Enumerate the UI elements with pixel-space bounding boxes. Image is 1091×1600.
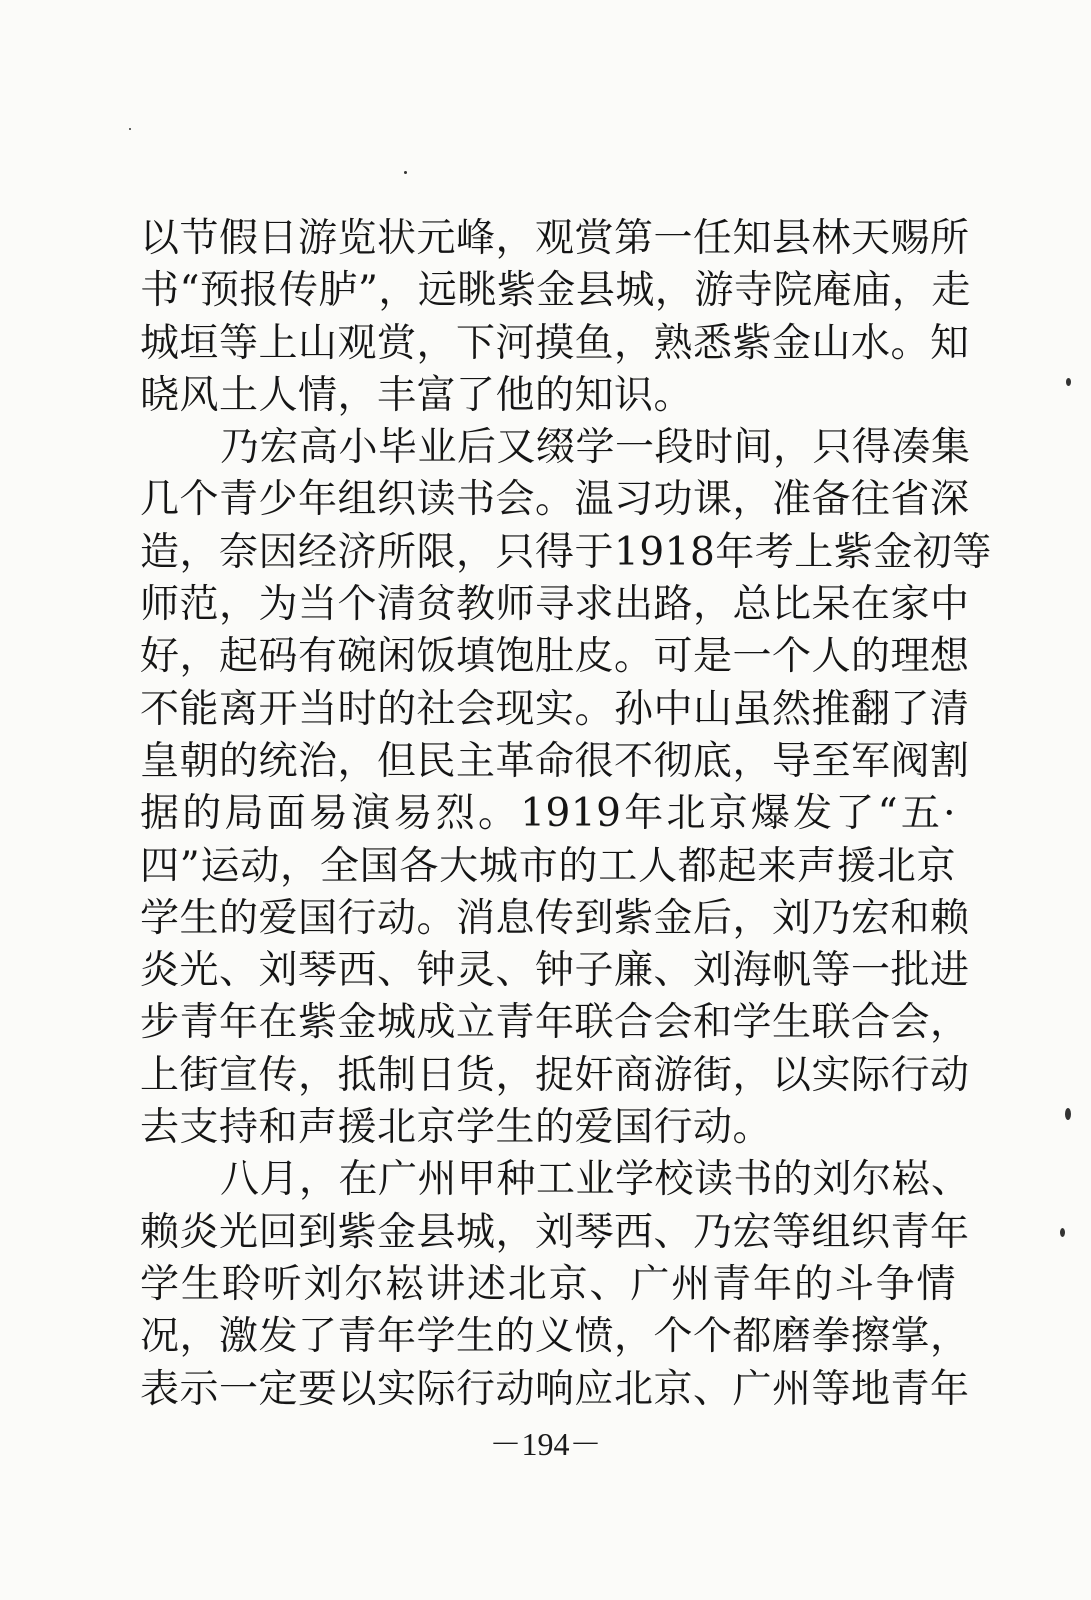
text-line: 书“预报传胪”，远眺紫金县城，游寺院庵庙，走: [140, 268, 971, 314]
paragraph-2: [140, 422, 992, 1154]
text-line: 上街宣传，抵制日货，捉奸商游街，以实际行动: [140, 1052, 970, 1098]
text-line: 据的局面易演易烈。1919年北京爆发了“五·: [140, 791, 956, 837]
text-line: 赖炎光回到紫金县城，刘琴西、乃宏等组织青年: [140, 1209, 970, 1255]
text-line: 乃宏高小毕业后又缀学一段时间，只得凑集: [220, 425, 971, 471]
scan-speck: [1066, 378, 1071, 386]
text-line: 城垣等上山观赏，下河摸鱼，熟悉紫金山水。知: [140, 320, 970, 366]
text-line: 造，奈因经济所限，只得于1918年考上紫金初等: [140, 529, 992, 575]
text-line: 八月，在广州甲种工业学校读书的刘尔崧、: [220, 1157, 971, 1203]
paragraph-1: [140, 213, 971, 422]
body-text: [140, 213, 992, 1416]
scan-speck: [1060, 1228, 1065, 1237]
paragraph-3: [140, 1154, 971, 1415]
text-line: 步青年在紫金城成立青年联合会和学生联合会，: [140, 1000, 970, 1046]
text-line: 不能离开当时的社会现实。孙中山虽然推翻了清: [140, 686, 970, 732]
text-line: 学生聆听刘尔崧讲述北京、广州青年的斗争情: [140, 1261, 956, 1307]
text-line: 好，起码有碗闲饭填饱肚皮。可是一个人的理想: [140, 634, 970, 680]
scan-speck: [404, 171, 407, 174]
text-line: 师范，为当个清贫教师寻求出路，总比呆在家中: [140, 582, 970, 628]
text-line: 皇朝的统治，但民主革命很不彻底，导至军阀割: [140, 738, 970, 784]
page-number: －194－: [489, 1426, 602, 1462]
text-line: 几个青少年组织读书会。温习功课，准备往省深: [140, 477, 970, 523]
scan-speck: [129, 128, 131, 130]
text-line: 以节假日游览状元峰，观赏第一任知县林天赐所: [140, 216, 970, 261]
text-line: 去支持和声援北京学生的爱国行动。: [140, 1105, 773, 1151]
text-line: 表示一定要以实际行动响应北京、广州等地青年: [140, 1366, 970, 1412]
text-line: 四”运动，全国各大城市的工人都起来声援北京: [140, 843, 956, 889]
text-line: 况，激发了青年学生的义愤，个个都磨拳擦掌，: [140, 1314, 970, 1360]
text-line: 炎光、刘琴西、钟灵、钟子廉、刘海帆等一批进: [140, 948, 970, 994]
scan-speck: [1065, 1108, 1071, 1120]
text-line: 学生的爱国行动。消息传到紫金后，刘乃宏和赖: [140, 895, 970, 941]
text-line: 晓风土人情，丰富了他的知识。: [140, 372, 694, 418]
